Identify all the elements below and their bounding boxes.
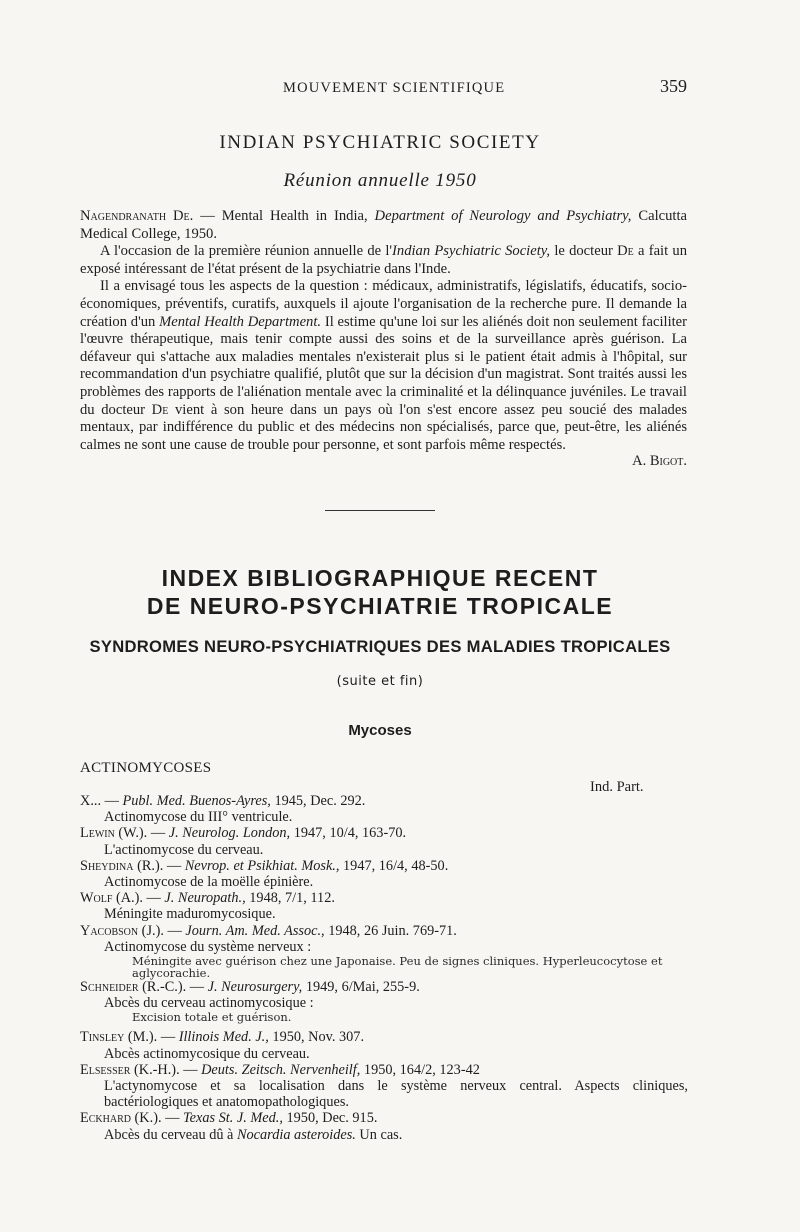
- category-heading: ACTINOMYCOSES: [80, 760, 212, 776]
- review-citation-rest: Calcutta Medical College, 1950.: [80, 208, 687, 242]
- list-item: [80, 1029, 688, 1061]
- entry-author: X...: [80, 793, 102, 809]
- list-item: [80, 1062, 688, 1111]
- index-title-line2: DE NEURO-PSYCHIATRIE TROPICALE: [146, 593, 614, 619]
- entry-journal: Publ. Med. Buenos-Ayres,: [122, 793, 271, 809]
- entry-description: Méningite maduromycosique.: [104, 906, 276, 923]
- entry-author: Sheydina (R.).: [80, 857, 164, 874]
- entry-details: 1950, Dec. 915.: [282, 1110, 378, 1127]
- entry-details: 1947, 16/4, 48-50.: [339, 857, 449, 874]
- review-signature: A. Bigot.: [632, 453, 687, 469]
- ind-part-label: Ind. Part.: [590, 779, 644, 795]
- entry-description: Actinomycose du III° ventricule.: [104, 809, 293, 826]
- entry-sep: —: [161, 1110, 183, 1127]
- entry-description: Abcès du cerveau actinomycosique :: [104, 995, 314, 1012]
- review-citation-sep: — Mental Health in India,: [193, 208, 375, 224]
- review-author: Nagendranath De.: [80, 208, 194, 224]
- entry-author: Yacobson (J.).: [80, 922, 164, 939]
- entry-details: 1949, 6/Mai, 255-9.: [302, 979, 420, 996]
- list-item: [80, 825, 688, 857]
- entry-sep: —: [179, 1061, 202, 1078]
- entry-journal: J. Neuropath.,: [164, 890, 246, 907]
- entry-description-text: Abcès du cerveau dû à: [104, 1126, 237, 1143]
- entry-journal: Deuts. Zeitsch. Nervenheilf,: [201, 1061, 361, 1078]
- entry-description: Abcès actinomycosique du cerveau.: [104, 1045, 310, 1062]
- entry-description: L'actinomycose du cerveau.: [104, 841, 264, 858]
- entry-sep: —: [163, 857, 185, 874]
- society-title: INDIAN PSYCHIATRIC SOCIETY: [219, 132, 541, 153]
- entry-sep: —: [186, 979, 208, 996]
- entry-author: Elsesser (K.-H.).: [80, 1061, 180, 1078]
- entry-details: 1950, Nov. 307.: [268, 1029, 365, 1046]
- entry-journal: Texas St. J. Med.,: [182, 1110, 283, 1127]
- entry-author: Tinsley (M.).: [80, 1029, 158, 1046]
- entry-sep: —: [142, 890, 165, 907]
- entry-note: Excision totale et guérison.: [132, 1010, 292, 1025]
- review-author-ref: De: [151, 401, 169, 418]
- entry-description: [80, 1127, 688, 1143]
- list-item: [80, 1110, 688, 1142]
- review-body: [80, 208, 687, 454]
- entry-details: 1945, Dec. 292.: [270, 793, 366, 809]
- list-item: [80, 923, 688, 979]
- review-text: Il a envisagé tous les aspects de la question : médicaux, administratifs, législatifs, éducatifs, socio-économiques, préventifs, curatifs, auxquels il ajoute l'organisation de la recherche pure. Il demande la création d'un: [80, 278, 687, 330]
- review-source: Department of Neurology and Psychiatry,: [374, 208, 632, 224]
- entry-organism: Nocardia asteroides.: [236, 1126, 356, 1143]
- entry-details: 1947, 10/4, 163-70.: [290, 825, 407, 842]
- list-item: [80, 890, 688, 922]
- entry-journal: Illinois Med. J.,: [178, 1029, 269, 1046]
- entry-sep: —: [101, 793, 123, 809]
- review-text: le docteur: [550, 243, 618, 260]
- entry-sep: —: [147, 825, 169, 842]
- entry-sep: —: [157, 1029, 179, 1046]
- entry-journal: J. Neurosurgery,: [207, 979, 303, 996]
- section-divider: [325, 510, 435, 511]
- entry-details: 1948, 7/1, 112.: [245, 890, 335, 907]
- entry-author: Eckhard (K.).: [80, 1110, 162, 1127]
- page-number: 359: [660, 76, 687, 96]
- entry-author: Schneider (R.-C.).: [80, 979, 187, 996]
- entry-description: Actinomycose de la moëlle épinière.: [104, 874, 314, 891]
- entry-details: 1950, 164/2, 123-42: [360, 1061, 480, 1078]
- entry-journal: Journ. Am. Med. Assoc.,: [185, 922, 325, 939]
- entry-journal: Nevrop. et Psikhiat. Mosk.,: [184, 857, 340, 874]
- bibliography-list: [80, 793, 688, 1143]
- list-item: [80, 979, 688, 1023]
- index-suite-note: (suite et fin): [336, 674, 424, 689]
- review-society-name: Indian Psychiatric Society,: [392, 243, 551, 260]
- entry-sep: —: [163, 922, 186, 939]
- list-item: [80, 793, 688, 825]
- list-item: [80, 858, 688, 890]
- review-text: A l'occasion de la première réunion annuelle de l': [100, 243, 393, 260]
- entry-description: Actinomycose du système nerveux :: [104, 938, 312, 955]
- review-author-ref: De: [617, 243, 634, 260]
- review-citation: [80, 208, 687, 243]
- subsection-heading: Mycoses: [348, 722, 412, 739]
- entry-author: Wolf (A.).: [80, 890, 143, 907]
- review-department: Mental Health Department.: [159, 313, 322, 330]
- index-section-heading: SYNDROMES NEURO-PSYCHIATRIQUES DES MALADIES TROPICALES: [89, 637, 671, 656]
- entry-description-text: Un cas.: [355, 1126, 403, 1143]
- review-paragraph-1: [80, 243, 687, 278]
- review-text: vient à son heure dans un pays où l'on s'est encore assez peu soucié des malades mentaux, par indifférence du public et des médecins non spécialisés, parce que, peut-être, les aliénés calmes ne sont une cause de trouble pour personne, et sont parfois même respectés.: [80, 401, 687, 453]
- review-text: Il estime qu'une loi sur les aliénés doit non seulement faciliter l'œuvre thérapeutique, mais tenir compte aussi des soins et de la surveillance après guérison. La défaveur qui s'attache aux maladies mentales n'existerait plus si le patient était admis à l'hôpital, sur recommandation d'un psychiatre qualifié, plutôt que sur la décision d'un magistrat. Sont traités aussi les problèmes des rapports de l'aliénation mentale avec la criminalité et la délinquance juvéniles. Le travail du docteur: [80, 313, 688, 418]
- entry-note: Méningite avec guérison chez une Japonaise. Peu de signes cliniques. Hyperleucocytose et aglycorachie.: [132, 954, 663, 981]
- entry-details: 1948, 26 Juin. 769-71.: [324, 922, 457, 939]
- review-paragraph-2: [80, 278, 687, 454]
- review-text: a fait un exposé intéressant de l'état présent de la psychiatrie dans l'Inde.: [80, 243, 687, 277]
- society-subtitle: Réunion annuelle 1950: [283, 170, 477, 191]
- entry-journal: J. Neurolog. London,: [168, 825, 291, 842]
- entry-author: Lewin (W.).: [80, 825, 148, 842]
- entry-description: L'actynomycose et sa localisation dans le système nerveux central. Aspects cliniques, bactériologiques et anatomopathologiques.: [104, 1078, 688, 1111]
- index-title-line1: INDEX BIBLIOGRAPHIQUE RECENT: [161, 565, 599, 591]
- running-head: MOUVEMENT SCIENTIFIQUE: [283, 80, 506, 96]
